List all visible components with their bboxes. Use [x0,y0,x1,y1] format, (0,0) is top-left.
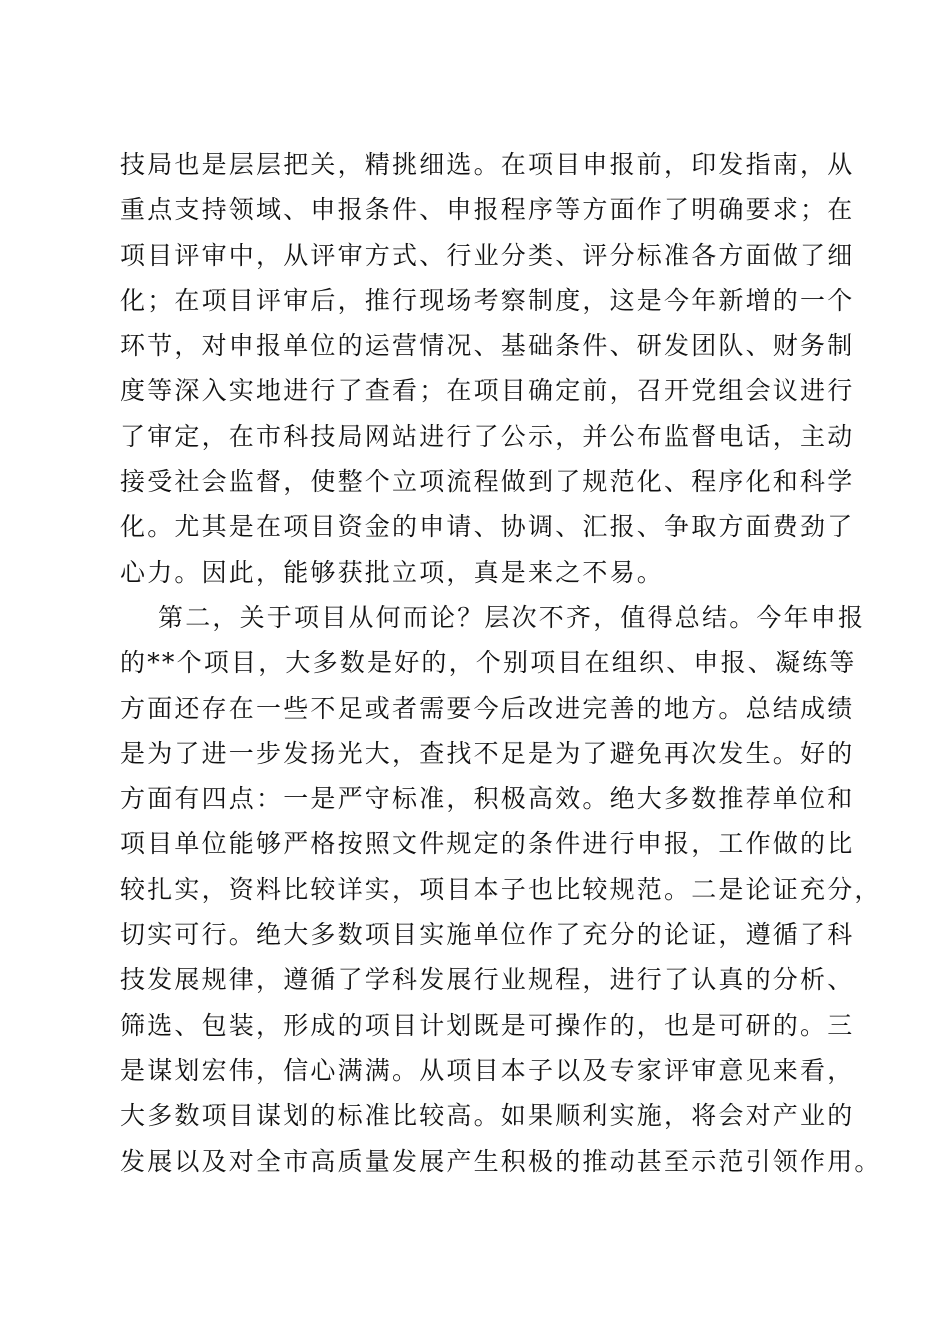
paragraph-line: 化。尤其是在项目资金的申请、协调、汇报、争取方面费劲了 [120,512,855,542]
paragraph-line: 化；在项目评审后，推行现场考察制度，这是今年新增的一个 [120,285,855,315]
paragraph-line: 方面还存在一些不足或者需要今后改进完善的地方。总结成绩 [120,693,855,723]
paragraph-line: 项目评审中，从评审方式、行业分类、评分标准各方面做了细 [120,240,855,270]
paragraph-line: 是为了进一步发扬光大，查找不足是为了避免再次发生。好的 [120,738,855,768]
paragraph-line: 环节，对申报单位的运营情况、基础条件、研发团队、财务制 [120,331,855,361]
paragraph-line: 较扎实，资料比较详实，项目本子也比较规范。二是论证充分， [120,874,882,904]
paragraph-line: 心力。因此，能够获批立项，真是来之不易。 [120,557,665,587]
paragraph-line: 度等深入实地进行了查看；在项目确定前，召开党组会议进行 [120,376,855,406]
paragraph-line: 方面有四点：一是严守标准，积极高效。绝大多数推荐单位和 [120,784,855,814]
paragraph-line: 切实可行。绝大多数项目实施单位作了充分的论证，遵循了科 [120,920,855,950]
paragraph-line: 技发展规律，遵循了学科发展行业规程，进行了认真的分析、 [120,965,855,995]
paragraph-line: 了审定，在市科技局网站进行了公示，并公布监督电话，主动 [120,421,855,451]
paragraph-1 [120,142,855,595]
paragraph-line: 第二，关于项目从何而论？层次不齐，值得总结。今年申报 [158,603,866,632]
paragraph-line: 筛选、包装，形成的项目计划既是可操作的，也是可研的。三 [120,1010,855,1040]
paragraph-line: 技局也是层层把关，精挑细选。在项目申报前，印发指南，从 [120,150,855,179]
paragraph-line: 是谋划宏伟，信心满满。从项目本子以及专家评审意见来看， [120,1055,855,1085]
paragraph-line: 接受社会监督，使整个立项流程做到了规范化、程序化和科学 [120,467,855,497]
paragraph-line: 重点支持领域、申报条件、申报程序等方面作了明确要求；在 [120,195,855,225]
paragraph-line: 的**个项目，大多数是好的，个别项目在组织、申报、凝练等 [120,648,857,678]
paragraph-line: 大多数项目谋划的标准比较高。如果顺利实施，将会对产业的 [120,1101,855,1131]
paragraph-2 [120,595,882,1184]
paragraph-line: 发展以及对全市高质量发展产生积极的推动甚至示范引领作用。 [120,1146,882,1176]
paragraph-line: 项目单位能够严格按照文件规定的条件进行申报，工作做的比 [120,829,855,859]
